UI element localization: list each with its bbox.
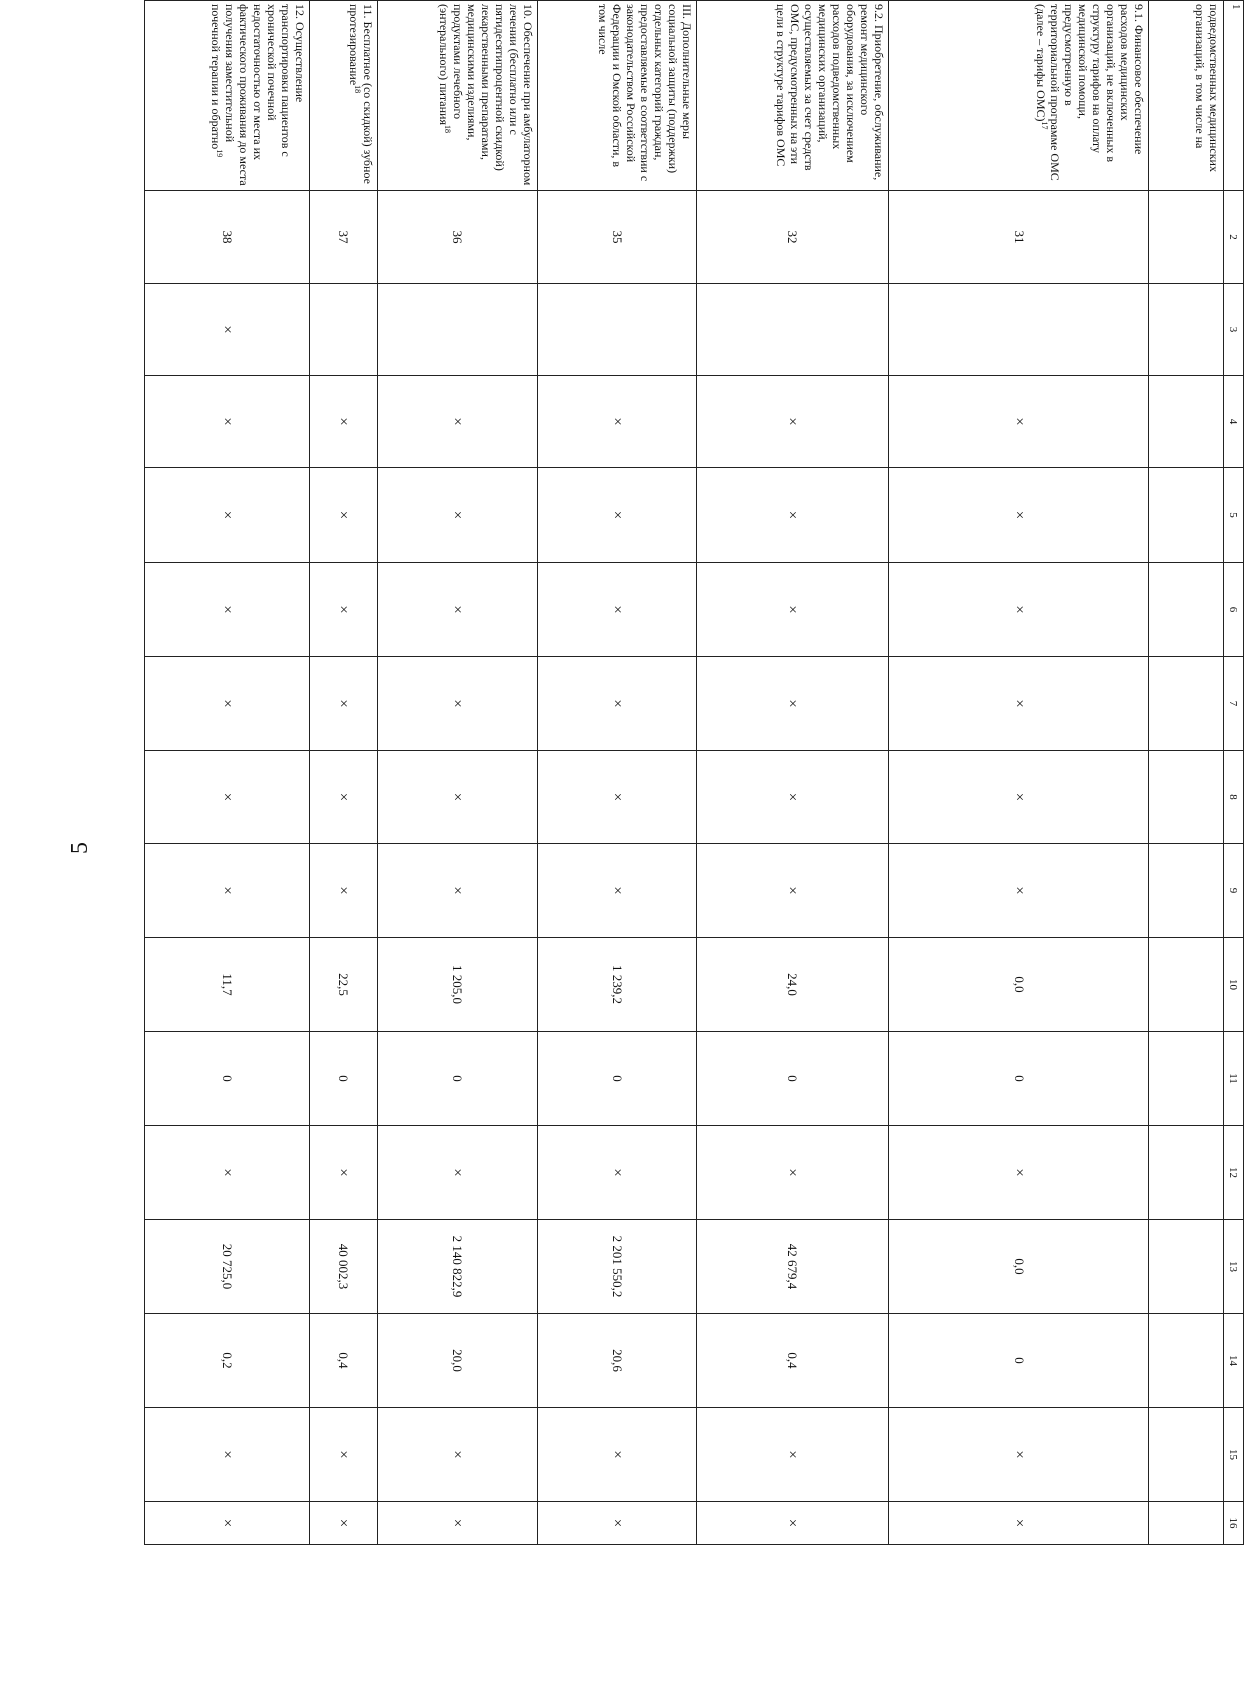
column-number: 5 (1223, 468, 1243, 563)
table-cell: × (537, 1126, 697, 1220)
table-cell (1149, 563, 1223, 657)
table-cell: × (309, 1408, 377, 1502)
column-number: 16 (1223, 1502, 1243, 1545)
table-cell (1149, 1220, 1223, 1314)
footnote-marker: 17 (1040, 121, 1050, 130)
table-cell (1149, 284, 1223, 376)
table-cell: × (888, 376, 1149, 468)
table-cell: × (537, 376, 697, 468)
footnote-marker: 19 (214, 149, 224, 158)
table-cell (1149, 844, 1223, 938)
table-cell: 20 725,0 (145, 1220, 310, 1314)
table-cell: 0,0 (888, 1220, 1149, 1314)
table-cell: × (145, 563, 310, 657)
row-label: 12. Осуществление транспортировки пациентов с хронической почечной недостаточностью от места их фактического проживания до места получения заместительной почечной терапии и обратно$^{19}$ (145, 1, 310, 191)
table-cell: × (888, 751, 1149, 844)
table-cell (697, 284, 889, 376)
table-row (537, 1, 697, 1545)
table-cell: 40 002,3 (309, 1220, 377, 1314)
table-cell: × (697, 468, 889, 563)
table-cell: 0 (537, 1032, 697, 1126)
table-cell: × (537, 468, 697, 563)
table-cell: × (309, 657, 377, 751)
table-cell (1149, 938, 1223, 1032)
table-cell: × (378, 1408, 538, 1502)
table-cell: 2 201 550,2 (537, 1220, 697, 1314)
table-cell: × (145, 468, 310, 563)
footnote-marker: 18 (353, 85, 363, 94)
table-cell: × (309, 1126, 377, 1220)
table-cell (1149, 1126, 1223, 1220)
table-row (378, 1, 538, 1545)
table-cell: × (378, 844, 538, 938)
table-cell: 1 205,0 (378, 938, 538, 1032)
table-cell: × (145, 1502, 310, 1545)
table-cell: × (309, 751, 377, 844)
row-label: 11. Бесплатное (со скидкой) зубное протезирование$^{18}$ (309, 1, 377, 191)
table-cell: 20,6 (537, 1314, 697, 1408)
table-cell: × (378, 751, 538, 844)
rotated-table-container (144, 0, 1244, 1540)
column-number: 9 (1223, 844, 1243, 938)
column-number: 2 (1223, 191, 1243, 284)
table-cell (1149, 1314, 1223, 1408)
table-cell: × (145, 1126, 310, 1220)
table-cell: 0 (145, 1032, 310, 1126)
table-cell: 1 239,2 (537, 938, 697, 1032)
table-cell (378, 284, 538, 376)
table-cell (888, 284, 1149, 376)
table-cell: 0,4 (309, 1314, 377, 1408)
table-cell: × (537, 563, 697, 657)
table-cell: × (697, 1502, 889, 1545)
table-cell: 0,0 (888, 938, 1149, 1032)
table-row (145, 1, 310, 1545)
table-cell: 0,4 (697, 1314, 889, 1408)
table-cell: × (888, 563, 1149, 657)
table-cell: 0,2 (145, 1314, 310, 1408)
table-cell: × (888, 1408, 1149, 1502)
table-cell: × (145, 284, 310, 376)
table-cell: 24,0 (697, 938, 889, 1032)
table-cell: 0 (378, 1032, 538, 1126)
table-cell: × (537, 1408, 697, 1502)
table-cell: × (888, 1502, 1149, 1545)
footnote-marker: 18 (442, 125, 452, 133)
table-cell: × (697, 376, 889, 468)
table-cell: × (145, 751, 310, 844)
column-number-row (1223, 1, 1243, 1545)
table-cell (1149, 1408, 1223, 1502)
table-cell: × (145, 844, 310, 938)
column-number: 15 (1223, 1408, 1243, 1502)
column-number: 14 (1223, 1314, 1243, 1408)
column-number: 10 (1223, 938, 1243, 1032)
table-row (309, 1, 377, 1545)
row-label: 10. Обеспечение при амбулаторном лечении (бесплатно или с пятидесятипроцентной скидкой) лекарственными препаратами, медицинскими изделиями, продуктами лечебного (энтерального) питания$^{18}$ (378, 1, 538, 191)
table-cell: 42 679,4 (697, 1220, 889, 1314)
table-cell: × (145, 657, 310, 751)
table-cell: 0 (309, 1032, 377, 1126)
row-label: 9.2. Приобретение, обслуживание, ремонт медицинского оборудования, за исключением расходов подведомственных медицинских организаций, осуществляемых за счет средств ОМС, предусмотренных на эти цели в структуре тарифов ОМС (697, 1, 889, 191)
table-cell: 22,5 (309, 938, 377, 1032)
table-cell: × (378, 1126, 538, 1220)
table-cell: × (697, 1408, 889, 1502)
column-number: 11 (1223, 1032, 1243, 1126)
table-cell: 36 (378, 191, 538, 284)
table-cell (1149, 1502, 1223, 1545)
table-row (888, 1, 1149, 1545)
table-cell: × (309, 468, 377, 563)
column-number: 4 (1223, 376, 1243, 468)
table-cell: × (697, 563, 889, 657)
table-cell (1149, 468, 1223, 563)
table-cell: × (309, 1502, 377, 1545)
table-cell: × (888, 657, 1149, 751)
table-cell (309, 284, 377, 376)
row-label: подведомственных медицинских организаций, в том числе на (1149, 1, 1223, 191)
column-number: 3 (1223, 284, 1243, 376)
table-cell: 2 140 822,9 (378, 1220, 538, 1314)
table-cell: × (145, 1408, 310, 1502)
table-cell: × (697, 657, 889, 751)
table-cell: × (309, 376, 377, 468)
table-cell: × (378, 468, 538, 563)
table-cell: × (697, 1126, 889, 1220)
table-cell: × (537, 657, 697, 751)
table-cell: × (537, 844, 697, 938)
table-cell: 31 (888, 191, 1149, 284)
table-cell: × (888, 844, 1149, 938)
table-cell (1149, 1032, 1223, 1126)
table-cell: 32 (697, 191, 889, 284)
table-cell (1149, 751, 1223, 844)
table-cell: × (537, 751, 697, 844)
table-cell: 0 (888, 1032, 1149, 1126)
data-table (144, 0, 1244, 1545)
column-number: 1 (1223, 1, 1243, 191)
table-cell: × (888, 468, 1149, 563)
table-cell: × (378, 376, 538, 468)
table-cell: × (378, 1502, 538, 1545)
table-cell: 35 (537, 191, 697, 284)
table-cell: × (378, 657, 538, 751)
table-row (697, 1, 889, 1545)
table-cell: × (697, 751, 889, 844)
table-cell: 38 (145, 191, 310, 284)
table-cell: 0 (888, 1314, 1149, 1408)
table-cell: × (697, 844, 889, 938)
table-cell (1149, 191, 1223, 284)
table-row (1149, 1, 1223, 1545)
table-cell: × (537, 1502, 697, 1545)
table-cell: × (888, 1126, 1149, 1220)
page-number: 5 (67, 842, 93, 854)
column-number: 8 (1223, 751, 1243, 844)
table-cell: 37 (309, 191, 377, 284)
table-cell: × (145, 376, 310, 468)
table-cell: × (378, 563, 538, 657)
table-cell: × (309, 563, 377, 657)
column-number: 6 (1223, 563, 1243, 657)
row-label: 9.1. Финансовое обеспечение расходов медицинских организаций, не включенных в структуру тарифов на оплату медицинской помощи, предусмотренную в территориальной программе ОМС (далее – тарифы ОМС)$^{17}$ (888, 1, 1149, 191)
table-cell: × (309, 844, 377, 938)
column-number: 7 (1223, 657, 1243, 751)
table-cell: 11,7 (145, 938, 310, 1032)
row-label: III. Дополнительные меры социальной защиты (поддержки) отдельных категорий граждан, предоставляемые в соответствии с законодательством Российской Федерации и Омской области, в том числе (537, 1, 697, 191)
column-number: 13 (1223, 1220, 1243, 1314)
column-number: 12 (1223, 1126, 1243, 1220)
table-cell (1149, 376, 1223, 468)
table-cell: 0 (697, 1032, 889, 1126)
table-cell: 20,0 (378, 1314, 538, 1408)
table-cell (1149, 657, 1223, 751)
table-cell (537, 284, 697, 376)
